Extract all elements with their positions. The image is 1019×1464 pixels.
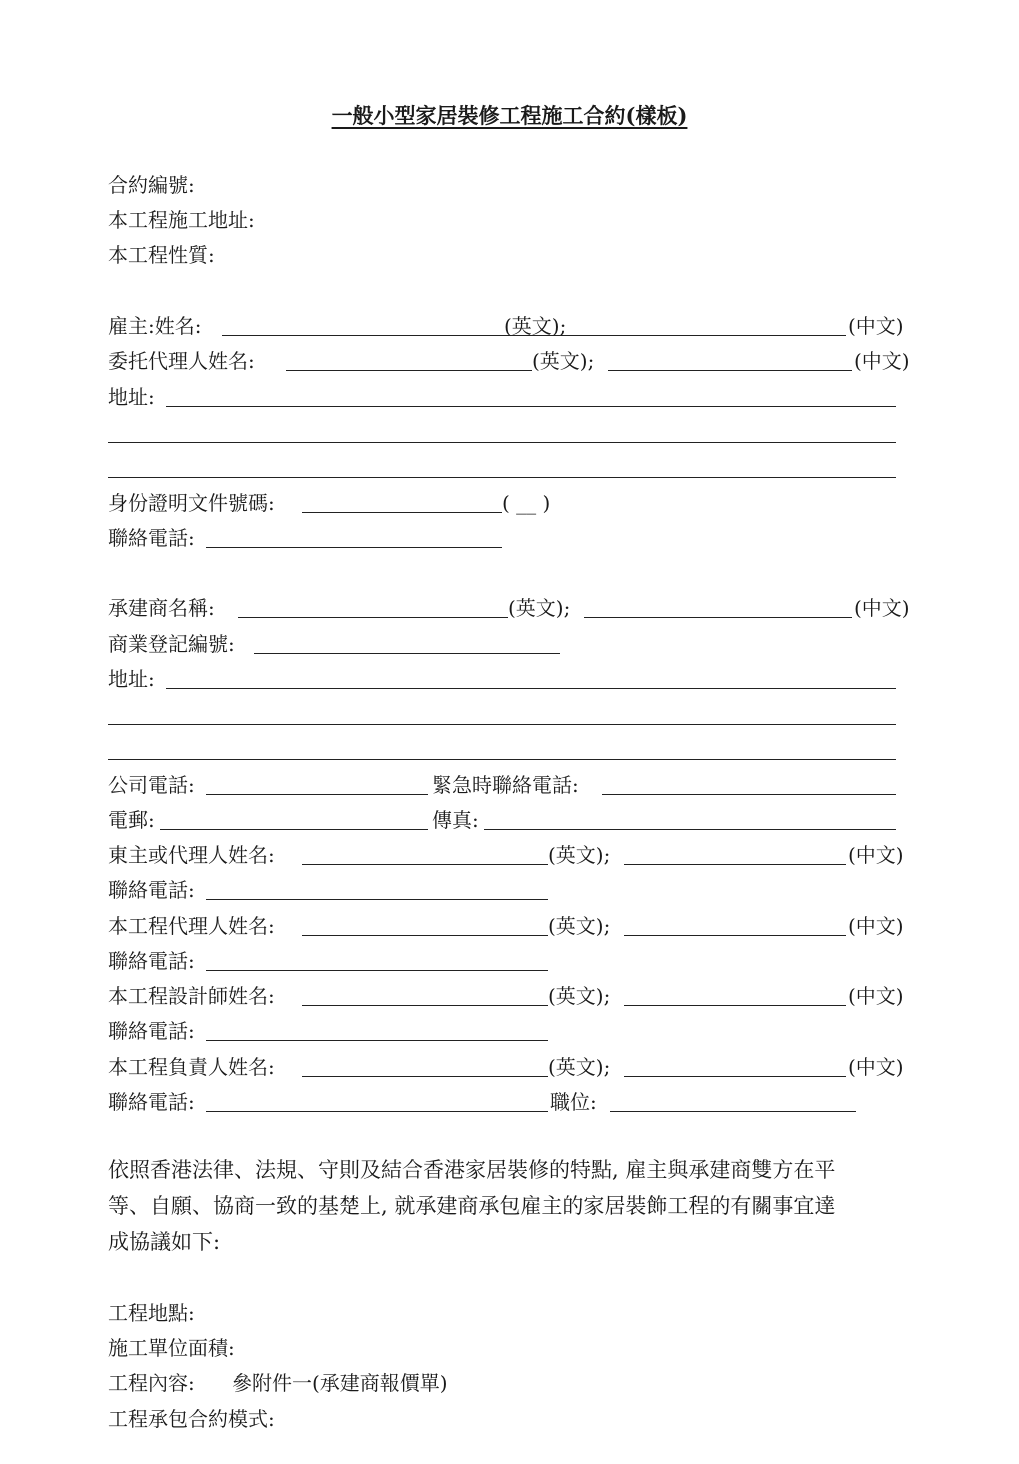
employer-address-label: 地址: xyxy=(108,385,155,409)
br-number-line[interactable] xyxy=(254,653,560,654)
contract-mode-label: 工程承包合約模式: xyxy=(108,1407,275,1431)
chinese-tag: (中文) xyxy=(848,314,904,338)
agreement-line-2: 等、自願、協商一致的基楚上, 就承建商承包雇主的家居裝飾工程的有關事宜達 xyxy=(108,1194,836,1218)
company-phone-label: 公司電話: xyxy=(108,773,195,797)
manager-zh-line[interactable] xyxy=(624,1076,846,1077)
contractor-name-en-line[interactable] xyxy=(238,617,508,618)
employer-address-line-2[interactable] xyxy=(108,442,896,443)
owner-name-zh-line[interactable] xyxy=(624,864,846,865)
works-content-label: 工程內容: xyxy=(108,1371,195,1395)
email-line[interactable] xyxy=(160,829,428,830)
works-area-label: 施工單位面積: xyxy=(108,1336,235,1360)
manager-phone-label: 聯絡電話: xyxy=(108,1090,195,1114)
contractor-address-line-2[interactable] xyxy=(108,724,896,725)
chinese-tag: (中文) xyxy=(848,1055,904,1079)
english-tag: (英文); xyxy=(508,596,571,620)
employer-phone-line[interactable] xyxy=(206,547,502,548)
emergency-phone-label: 緊急時聯絡電話: xyxy=(432,773,579,797)
employer-name-zh-line[interactable] xyxy=(580,335,846,336)
english-tag: (英文); xyxy=(548,1055,611,1079)
employer-address-line-1[interactable] xyxy=(166,406,896,407)
chinese-tag: (中文) xyxy=(854,349,910,373)
english-tag: (英文); xyxy=(548,843,611,867)
fax-line[interactable] xyxy=(484,829,896,830)
chinese-tag: (中文) xyxy=(848,984,904,1008)
contractor-address-line-3[interactable] xyxy=(108,759,896,760)
employer-address-line-3[interactable] xyxy=(108,477,896,478)
nature-label: 本工程性質: xyxy=(108,243,215,267)
company-phone-line[interactable] xyxy=(206,794,428,795)
emergency-phone-line[interactable] xyxy=(602,794,896,795)
manager-en-line[interactable] xyxy=(302,1076,548,1077)
english-tag: (英文); xyxy=(532,349,595,373)
id-check-digit: ( __ ) xyxy=(502,491,551,515)
works-location-label: 工程地點: xyxy=(108,1301,195,1325)
owner-name-en-line[interactable] xyxy=(302,864,548,865)
chinese-tag: (中文) xyxy=(854,596,910,620)
employer-name-label: 雇主:姓名: xyxy=(108,314,202,338)
agent-name-label: 委托代理人姓名: xyxy=(108,349,255,373)
br-number-label: 商業登記編號: xyxy=(108,632,235,656)
contract-number-label: 合約編號: xyxy=(108,173,195,197)
manager-phone-line[interactable] xyxy=(206,1111,548,1112)
chinese-tag: (中文) xyxy=(848,843,904,867)
english-tag: (英文); xyxy=(504,314,567,338)
owner-name-label: 東主或代理人姓名: xyxy=(108,843,275,867)
designer-zh-line[interactable] xyxy=(624,1005,846,1006)
manager-label: 本工程負責人姓名: xyxy=(108,1055,275,1079)
site-address-label: 本工程施工地址: xyxy=(108,208,255,232)
fax-label: 傳真: xyxy=(432,808,479,832)
english-tag: (英文); xyxy=(548,914,611,938)
position-label: 職位: xyxy=(550,1090,597,1114)
project-agent-phone-label: 聯絡電話: xyxy=(108,949,195,973)
project-agent-en-line[interactable] xyxy=(302,935,548,936)
chinese-tag: (中文) xyxy=(848,914,904,938)
contractor-address-line-1[interactable] xyxy=(166,688,896,689)
document-title: 一般小型家居裝修工程施工合約(樣板) xyxy=(331,103,688,128)
designer-label: 本工程設計師姓名: xyxy=(108,984,275,1008)
agent-name-zh-line[interactable] xyxy=(608,370,852,371)
english-tag: (英文); xyxy=(548,984,611,1008)
owner-phone-label: 聯絡電話: xyxy=(108,878,195,902)
agreement-line-1: 依照香港法律、法規、守則及結合香港家居裝修的特點, 雇主與承建商雙方在平 xyxy=(108,1158,836,1182)
id-doc-label: 身份證明文件號碼: xyxy=(108,491,275,515)
owner-phone-line[interactable] xyxy=(206,899,548,900)
contractor-name-zh-line[interactable] xyxy=(584,617,852,618)
works-content-value: 參附件一(承建商報價單) xyxy=(232,1371,448,1395)
project-agent-phone-line[interactable] xyxy=(206,970,548,971)
agreement-line-3: 成協議如下: xyxy=(108,1230,221,1254)
designer-phone-line[interactable] xyxy=(206,1040,548,1041)
designer-en-line[interactable] xyxy=(302,1005,548,1006)
employer-phone-label: 聯絡電話: xyxy=(108,526,195,550)
agreement-paragraph xyxy=(108,1152,928,1260)
email-label: 電郵: xyxy=(108,808,155,832)
position-line[interactable] xyxy=(610,1111,856,1112)
agent-name-en-line[interactable] xyxy=(286,370,532,371)
id-doc-line[interactable] xyxy=(302,512,502,513)
project-agent-zh-line[interactable] xyxy=(624,935,846,936)
project-agent-label: 本工程代理人姓名: xyxy=(108,914,275,938)
designer-phone-label: 聯絡電話: xyxy=(108,1019,195,1043)
contractor-address-label: 地址: xyxy=(108,667,155,691)
contractor-name-label: 承建商名稱: xyxy=(108,596,215,620)
